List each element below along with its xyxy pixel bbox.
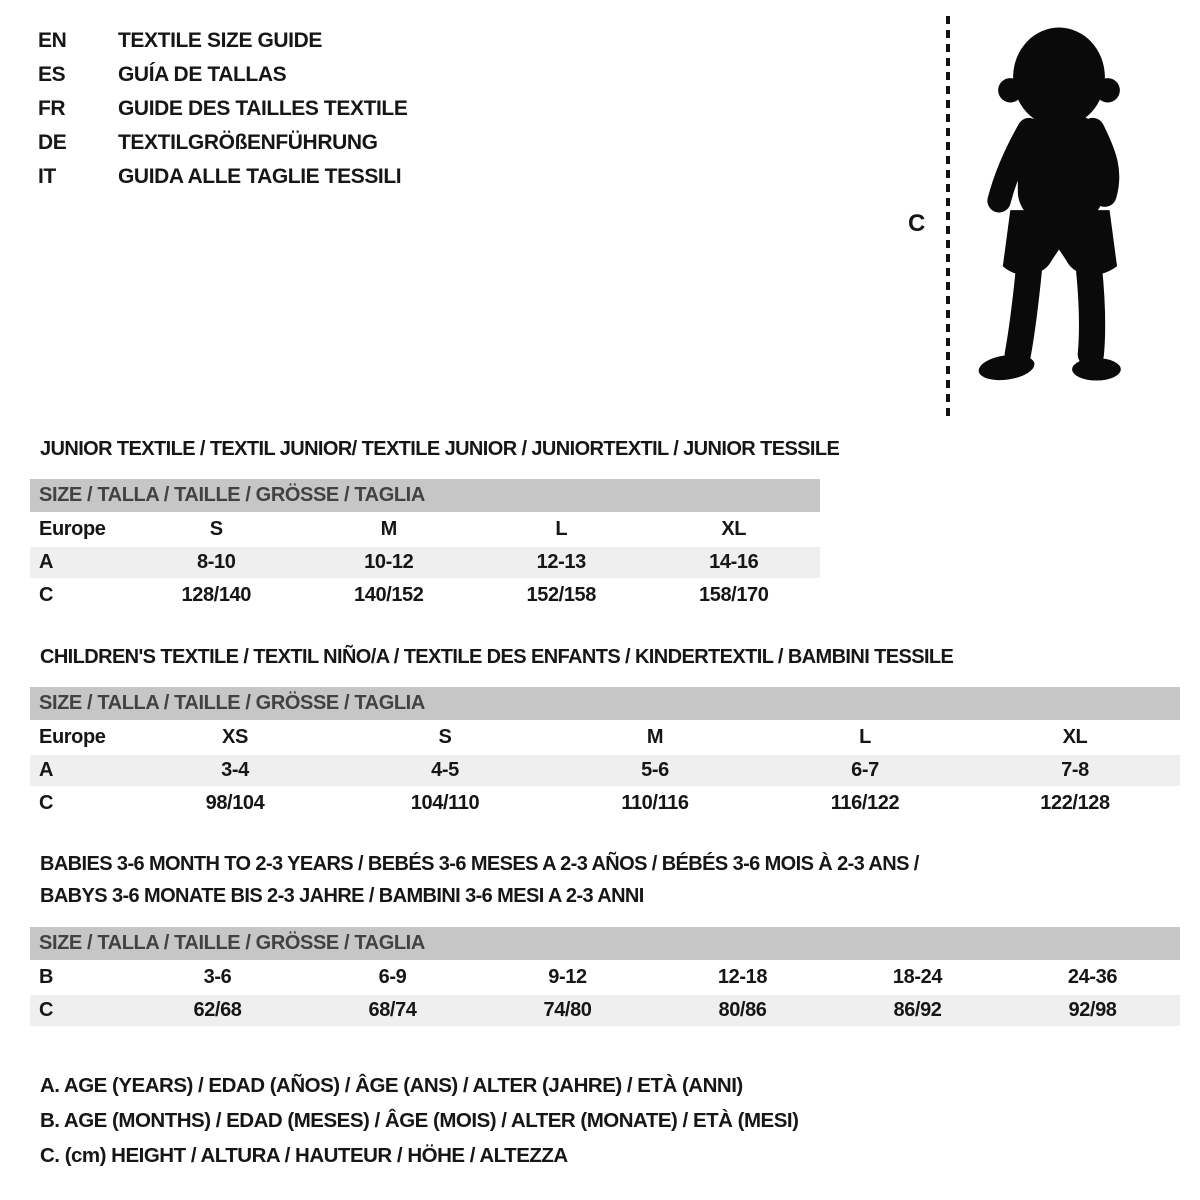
height-cell: 86/92: [893, 999, 942, 1021]
row-label: B: [39, 966, 54, 988]
months-cell: 18-24: [892, 966, 943, 988]
size-cell: XS: [222, 726, 248, 748]
table-row-age: [30, 755, 1180, 786]
language-row-es: [38, 58, 407, 92]
table-row-height: [30, 580, 820, 611]
row-label: C: [39, 999, 54, 1021]
height-cell: 74/80: [543, 999, 592, 1021]
size-cell: M: [646, 726, 664, 748]
language-title-block: [38, 24, 407, 194]
language-code: EN: [38, 29, 67, 52]
children-section-title: CHILDREN'S TEXTILE / TEXTIL NIÑO/A / TEXTILE DES ENFANTS / KINDERTEXTIL / BAMBINI TESSILE: [40, 646, 954, 668]
height-measure-label: C: [908, 210, 925, 237]
row-label: C: [39, 584, 54, 606]
months-cell: 6-9: [378, 966, 407, 988]
babies-size-table: [30, 927, 1180, 1026]
guide-title-en: TEXTILE SIZE GUIDE: [118, 29, 322, 52]
row-label: A: [39, 759, 54, 781]
language-row-fr: [38, 92, 407, 126]
table-row-height: [30, 788, 1180, 819]
height-cell: 152/158: [526, 584, 596, 606]
height-cell: 122/128: [1040, 792, 1110, 814]
height-cell: 80/86: [718, 999, 767, 1021]
height-cell: 68/74: [368, 999, 417, 1021]
age-cell: 5-6: [641, 759, 669, 781]
guide-title-it: GUIDA ALLE TAGLIE TESSILI: [118, 165, 402, 188]
babies-section-title: [40, 848, 919, 912]
size-header-bar: SIZE / TALLA / TAILLE / GRÖSSE / TAGLIA: [30, 687, 1180, 720]
junior-section-title: JUNIOR TEXTILE / TEXTIL JUNIOR/ TEXTILE JUNIOR / JUNIORTEXTIL / JUNIOR TESSILE: [40, 438, 840, 460]
age-cell: 12-13: [536, 551, 586, 573]
language-code: DE: [38, 131, 67, 154]
size-cell: M: [380, 518, 397, 540]
age-cell: 14-16: [709, 551, 759, 573]
size-cell: S: [438, 726, 452, 748]
size-header-bar: SIZE / TALLA / TAILLE / GRÖSSE / TAGLIA: [30, 479, 820, 512]
size-cell: L: [555, 518, 568, 540]
table-row-europe: [30, 722, 1180, 753]
months-cell: 12-18: [717, 966, 768, 988]
row-label: A: [39, 551, 54, 573]
table-row-age: [30, 547, 820, 578]
measurement-legend: [40, 1068, 798, 1173]
months-cell: 9-12: [548, 966, 587, 988]
guide-title-fr: GUIDE DES TAILLES TEXTILE: [118, 97, 408, 120]
height-cell: 110/116: [621, 792, 689, 814]
babies-title-line-1: BABIES 3-6 MONTH TO 2-3 YEARS / BEBÉS 3-6 MESES A 2-3 AÑOS / BÉBÉS 3-6 MOIS À 2-3 ANS /: [40, 853, 919, 875]
months-cell: 24-36: [1067, 966, 1118, 988]
age-cell: 6-7: [851, 759, 879, 781]
children-size-table: [30, 687, 1180, 819]
row-label: Europe: [39, 726, 106, 748]
row-label: C: [39, 792, 54, 814]
toddler-silhouette-icon: [956, 12, 1162, 417]
height-measure-dashed-line: [946, 16, 950, 416]
language-code: ES: [38, 63, 66, 86]
junior-size-table: [30, 479, 820, 611]
legend-age-months: B. AGE (MONTHS) / EDAD (MESES) / ÂGE (MOIS) / ALTER (MONATE) / ETÀ (MESI): [40, 1108, 799, 1132]
table-row-height: [30, 995, 1180, 1026]
size-cell: S: [209, 518, 223, 540]
size-cell: XL: [721, 518, 747, 540]
row-label: Europe: [39, 518, 106, 540]
language-row-en: [38, 24, 407, 58]
language-row-it: [38, 160, 407, 194]
height-cell: 104/110: [410, 792, 480, 814]
months-cell: 3-6: [203, 966, 232, 988]
age-cell: 4-5: [431, 759, 459, 781]
guide-title-de: TEXTILGRÖßENFÜHRUNG: [118, 131, 378, 154]
height-cell: 92/98: [1068, 999, 1117, 1021]
language-code: FR: [38, 97, 66, 120]
legend-age-years: A. AGE (YEARS) / EDAD (AÑOS) / ÂGE (ANS) / ALTER (JAHRE) / ETÀ (ANNI): [40, 1073, 743, 1097]
language-row-de: [38, 126, 407, 160]
size-cell: L: [859, 726, 871, 748]
table-row-europe: [30, 514, 820, 545]
legend-height-cm: C. (cm) HEIGHT / ALTURA / HAUTEUR / HÖHE / ALTEZZA: [40, 1143, 568, 1167]
size-cell: XL: [1062, 726, 1088, 748]
age-cell: 3-4: [221, 759, 249, 781]
age-cell: 10-12: [364, 551, 414, 573]
age-cell: 8-10: [197, 551, 236, 573]
height-cell: 98/104: [205, 792, 265, 814]
height-cell: 128/140: [181, 584, 251, 606]
height-cell: 140/152: [354, 584, 424, 606]
size-header-bar: SIZE / TALLA / TAILLE / GRÖSSE / TAGLIA: [30, 927, 1180, 960]
language-code: IT: [38, 165, 56, 188]
babies-title-line-2: BABYS 3-6 MONATE BIS 2-3 JAHRE / BAMBINI 3-6 MESI A 2-3 ANNI: [40, 885, 644, 907]
age-cell: 7-8: [1061, 759, 1089, 781]
guide-title-es: GUÍA DE TALLAS: [118, 63, 287, 86]
height-cell: 116/122: [830, 792, 900, 814]
height-cell: 62/68: [193, 999, 242, 1021]
table-row-months: [30, 962, 1180, 993]
height-cell: 158/170: [699, 584, 769, 606]
